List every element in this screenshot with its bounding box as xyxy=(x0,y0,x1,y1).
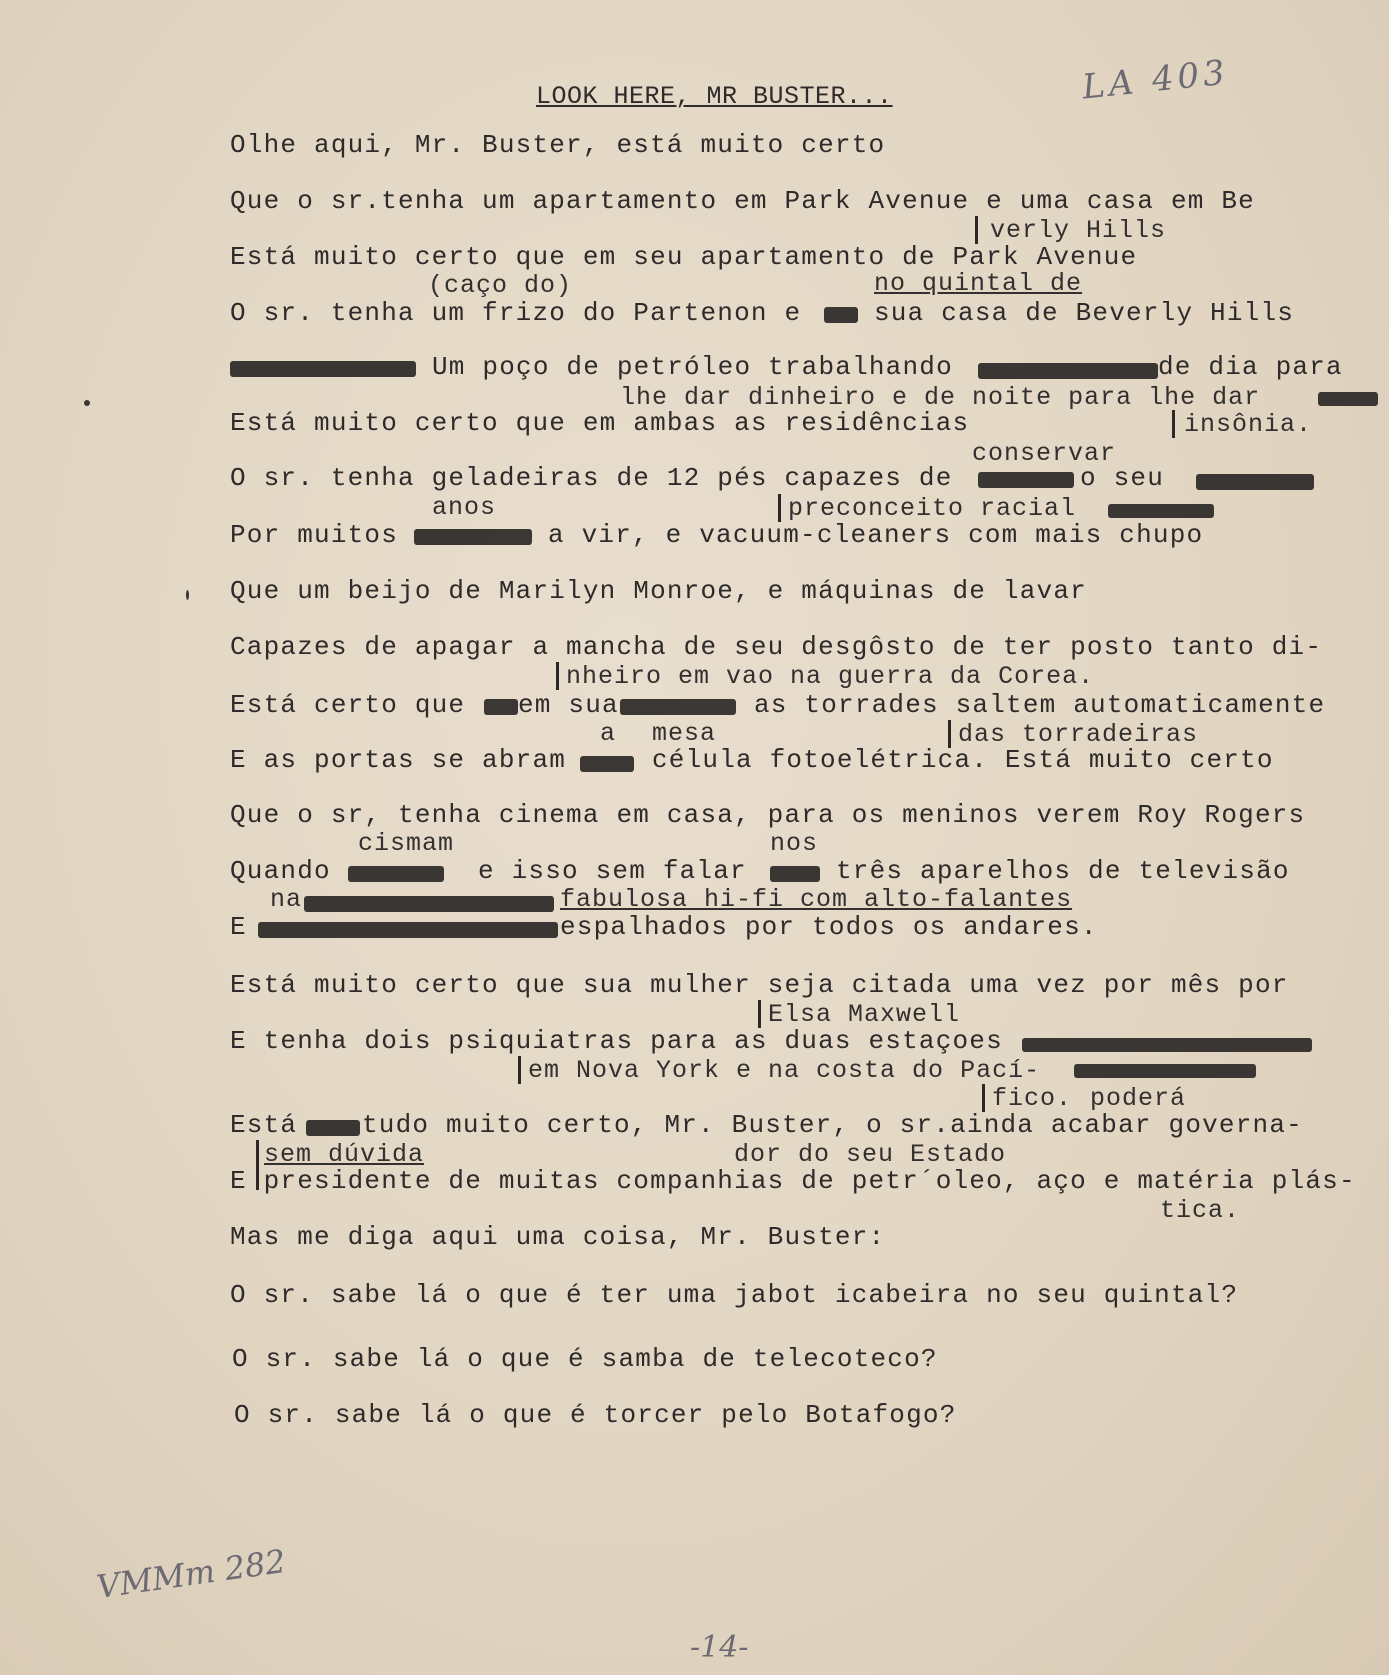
line-18-b: tudo muito certo, Mr. Buster, o sr.ainda acabar governa- xyxy=(362,1110,1303,1140)
line-5: Um poço de petróleo trabalhando xyxy=(432,352,953,382)
line-19-continuation: tica. xyxy=(1160,1196,1241,1225)
strike-se xyxy=(484,699,518,715)
line-4: O sr. tenha um frizo do Partenon e xyxy=(230,298,802,328)
strike-xxxxxx xyxy=(620,699,736,715)
line-11-b: em sua xyxy=(518,690,619,720)
line-8-insert-2: preconceito racial xyxy=(788,494,1077,523)
line-13: Que o sr, tenha cinema em casa, para os meninos verem Roy Rogers xyxy=(230,800,1306,830)
strike-california xyxy=(1074,1064,1256,1078)
line-4-insert-b: no quintal de xyxy=(874,269,1083,298)
strike-dinheiro xyxy=(978,363,1158,379)
line-4-continuation: sua casa de Beverly Hills xyxy=(874,298,1295,328)
strike-quanan xyxy=(348,866,444,882)
strike-santar xyxy=(978,472,1074,488)
line-14-insert-b: nos xyxy=(770,829,819,858)
strike-decadas xyxy=(414,529,532,545)
strike-em xyxy=(824,307,858,323)
strike-os-outros xyxy=(258,922,558,938)
line-4-insert-a: (caço do) xyxy=(428,271,573,300)
line-2-continuation: verly Hills xyxy=(990,216,1167,245)
line-7-insert: conservar xyxy=(972,439,1117,468)
insert-mark xyxy=(948,720,951,748)
line-7-continuation: o seu xyxy=(1080,463,1165,493)
line-15-continuation: espalhados por todos os andares. xyxy=(560,912,1098,942)
strike-por xyxy=(580,756,634,772)
line-17: E tenha dois psiquiatras para as duas estaçoes xyxy=(230,1026,1003,1056)
insert-mark xyxy=(556,662,559,690)
line-8-continuation: a vir, e vacuum-cleaners com mais chupo xyxy=(548,520,1204,550)
line-12-insert-b: mesa xyxy=(652,719,717,748)
strike-nos xyxy=(770,866,820,882)
line-12-continuation: célula fotoelétrica. Está muito certo xyxy=(652,745,1274,775)
line-1: Olhe aqui, Mr. Buster, está muito certo xyxy=(230,130,886,160)
line-9: Que um beijo de Marilyn Monroe, e máquinas de lavar xyxy=(230,576,1087,606)
ink-speck xyxy=(84,400,90,406)
strike-mui xyxy=(306,1120,360,1136)
line-3: Está muito certo que em seu apartamento de Park Avenue xyxy=(230,242,1138,272)
page-title: LOOK HERE, MR BUSTER... xyxy=(536,82,893,111)
line-16: Está muito certo que sua mulher seja citada uma vez por mês por xyxy=(230,970,1289,1000)
line-19-insert: sem dúvida xyxy=(264,1140,425,1169)
line-14-b: e isso sem falar xyxy=(478,856,747,886)
strike-xxxx xyxy=(304,896,554,912)
line-16-continuation: Elsa Maxwell xyxy=(768,1000,961,1029)
strike-enxqyxianka xyxy=(230,361,416,377)
line-22: O sr. sabe lá o que é samba de telecoteco? xyxy=(232,1344,938,1374)
line-2: Que o sr.tenha um apartamento em Park Avenue e uma casa em Be xyxy=(230,186,1255,216)
line-8-insert: anos xyxy=(432,493,497,522)
line-14-insert-a: cismam xyxy=(358,829,455,858)
archive-mark-top: LA 403 xyxy=(1080,52,1231,108)
line-15: E xyxy=(230,912,247,942)
strike-anaxo xyxy=(1108,504,1214,518)
line-10: Capazes de apagar a mancha de seu desgôsto de ter posto tanto di- xyxy=(230,632,1323,662)
ink-speck xyxy=(186,590,189,600)
page-number: -14- xyxy=(690,1630,749,1665)
insert-mark xyxy=(518,1056,521,1084)
line-18-insert: poderá xyxy=(1090,1084,1187,1113)
line-11: Está certo que xyxy=(230,690,466,720)
line-21: O sr. sabe lá o que é ter uma jabot icabeira no seu quintal? xyxy=(230,1280,1239,1310)
line-17-continuation: em Nova York e na costa do Pací- xyxy=(528,1056,1041,1085)
line-6: Está muito certo que em ambas as residências xyxy=(230,408,970,438)
insert-mark xyxy=(778,494,781,522)
line-20: Mas me diga aqui uma coisa, Mr. Buster: xyxy=(230,1222,886,1252)
insert-mark xyxy=(758,1000,761,1028)
strike-kxua xyxy=(1318,392,1378,406)
line-12-insert-a: a xyxy=(600,719,617,748)
archive-mark-bottom: VMMm 282 xyxy=(94,1541,288,1607)
line-18: Está xyxy=(230,1110,298,1140)
insert-mark xyxy=(982,1084,985,1112)
line-11-continuation: as torrades saltem automaticamente xyxy=(754,690,1326,720)
line-10-continuation: nheiro em vao na guerra da Corea. xyxy=(566,662,1095,691)
line-14-continuation: três aparelhos de televisão xyxy=(836,856,1290,886)
line-8: Por muitos xyxy=(230,520,399,550)
insert-mark xyxy=(975,216,978,244)
line-19: E presidente de muitas companhias de petr´oleo, aço e matéria plás- xyxy=(230,1166,1356,1196)
insert-mark xyxy=(1172,410,1175,438)
strike-proprio xyxy=(1196,474,1314,490)
line-12-insert-c: das torradeiras xyxy=(958,720,1199,749)
line-18-continuation: dor do seu Estado xyxy=(734,1140,1007,1169)
line-5-second-row: lhe dar dinheiro e de noite para lhe dar xyxy=(620,383,1261,412)
line-14: Quando xyxy=(230,856,331,886)
line-7: O sr. tenha geladeiras de 12 pés capazes de xyxy=(230,463,953,493)
line-15-insert-b: fabulosa hi-fi com alto-falantes xyxy=(560,885,1073,914)
line-17-continuation-2: fico. xyxy=(992,1084,1073,1113)
line-6-continuation: insônia. xyxy=(1184,410,1313,439)
line-15-insert-a: na xyxy=(270,885,303,914)
line-12: E as portas se abram xyxy=(230,745,567,775)
line-23: O sr. sabe lá o que é torcer pelo Botafogo? xyxy=(234,1400,957,1430)
line-5-continuation: de dia para xyxy=(1158,352,1343,382)
strike-nova-york xyxy=(1022,1038,1312,1052)
